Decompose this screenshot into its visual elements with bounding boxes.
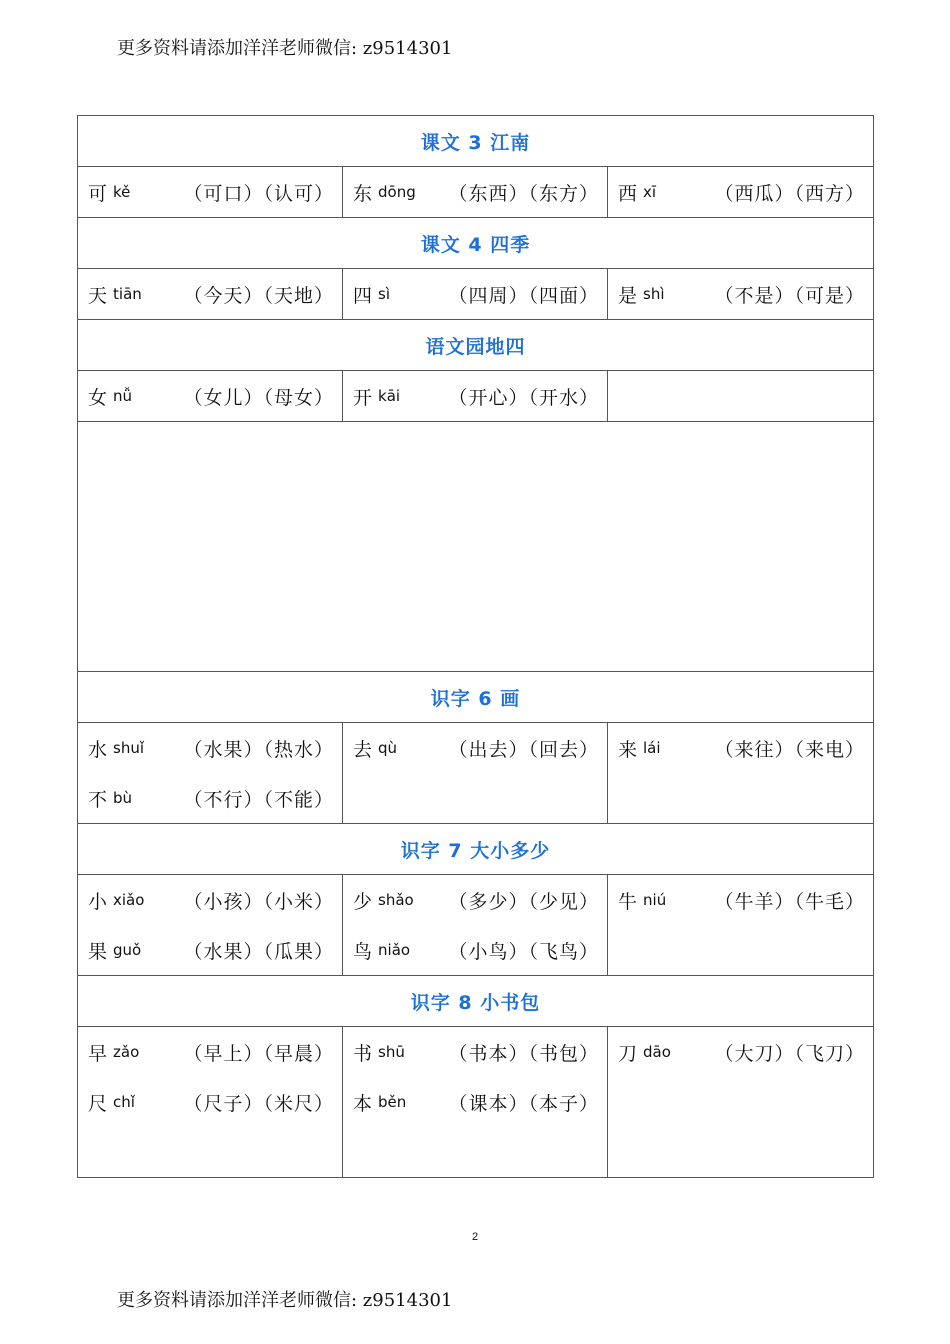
pinyin: nǚ xyxy=(113,387,133,405)
character: 是 xyxy=(618,284,638,307)
vocab-entry xyxy=(78,723,342,773)
section-title-row xyxy=(78,976,874,1027)
vocab-cell xyxy=(78,1027,343,1178)
character: 女 xyxy=(88,386,108,409)
footer-note: 更多资料请添加洋洋老师微信: z9514301 xyxy=(117,1290,453,1311)
section-title-row xyxy=(78,672,874,723)
vocab-entry xyxy=(343,1077,607,1127)
section-content-row xyxy=(78,875,874,976)
section-content-row xyxy=(78,167,874,218)
example-words: （书本）（书包） xyxy=(448,1042,599,1065)
example-words: （四周）（四面） xyxy=(448,284,599,307)
vocab-cell xyxy=(78,875,343,976)
pinyin: kāi xyxy=(378,387,401,405)
example-words: （开心）（开水） xyxy=(448,386,599,409)
character: 开 xyxy=(353,386,373,409)
section-title-row xyxy=(78,320,874,371)
character: 牛 xyxy=(618,890,638,913)
blank-cell xyxy=(78,422,874,672)
pinyin: xī xyxy=(643,183,657,201)
pinyin: lái xyxy=(643,739,661,757)
vocab-cell xyxy=(78,269,343,320)
example-words: （西瓜）（西方） xyxy=(714,182,866,205)
character: 可 xyxy=(88,182,108,205)
vocab-entry xyxy=(343,875,607,925)
pinyin: chǐ xyxy=(113,1093,135,1111)
vocab-cell xyxy=(78,723,343,824)
vocab-entry xyxy=(608,723,873,773)
section-content-row xyxy=(78,723,874,824)
vocab-cell xyxy=(608,269,874,320)
character: 小 xyxy=(88,890,108,913)
pinyin: dāo xyxy=(643,1043,671,1061)
character: 鸟 xyxy=(353,940,373,963)
vocab-cell xyxy=(78,371,343,422)
vocab-entry xyxy=(78,167,342,217)
vocab-cell xyxy=(608,371,874,422)
pinyin: dōng xyxy=(378,183,416,201)
character: 天 xyxy=(88,284,108,307)
vocab-cell xyxy=(608,1027,874,1178)
vocab-entry xyxy=(343,371,607,421)
blank-row xyxy=(78,422,874,672)
example-words: （出去）（回去） xyxy=(448,738,599,761)
character: 果 xyxy=(88,940,108,963)
pinyin: shǎo xyxy=(378,891,414,909)
vocab-cell xyxy=(343,875,608,976)
character: 少 xyxy=(353,890,373,913)
vocab-entry xyxy=(78,1027,342,1077)
vocab-entry xyxy=(343,1027,607,1077)
vocab-cell xyxy=(343,1027,608,1178)
section-title: 识字 8 小书包 xyxy=(78,976,874,1027)
section-title: 识字 6 画 xyxy=(78,672,874,723)
character: 尺 xyxy=(88,1092,108,1115)
pinyin: niǎo xyxy=(378,941,411,959)
vocab-entry xyxy=(608,167,873,217)
example-words: （来往）（来电） xyxy=(714,738,866,761)
character: 书 xyxy=(353,1042,373,1065)
vocab-entry xyxy=(343,723,607,773)
character: 本 xyxy=(353,1092,373,1115)
example-words: （女儿）（母女） xyxy=(183,386,334,409)
pinyin: niú xyxy=(643,891,667,909)
example-words: （小孩）（小米） xyxy=(183,890,334,913)
vocab-entry xyxy=(608,269,873,319)
example-words: （课本）（本子） xyxy=(448,1092,599,1115)
section-title: 课文 3 江南 xyxy=(78,116,874,167)
vocab-entry xyxy=(78,925,342,975)
pinyin: tiān xyxy=(113,285,142,303)
character: 东 xyxy=(353,182,373,205)
example-words: （大刀）（飞刀） xyxy=(714,1042,866,1065)
character: 刀 xyxy=(618,1042,638,1065)
example-words: （东西）（东方） xyxy=(448,182,599,205)
pinyin: shuǐ xyxy=(113,739,145,757)
character: 早 xyxy=(88,1042,108,1065)
section-title: 识字 7 大小多少 xyxy=(78,824,874,875)
example-words: （不是）（可是） xyxy=(714,284,866,307)
vocab-entry xyxy=(343,925,607,975)
character: 来 xyxy=(618,738,638,761)
pinyin: xiǎo xyxy=(113,891,145,909)
example-words: （不行）（不能） xyxy=(183,788,334,811)
character: 水 xyxy=(88,738,108,761)
vocab-entry xyxy=(78,371,342,421)
character: 去 xyxy=(353,738,373,761)
pinyin: bù xyxy=(113,789,133,807)
pinyin: guǒ xyxy=(113,941,142,959)
pinyin: shì xyxy=(643,285,665,303)
character: 不 xyxy=(88,788,108,811)
section-content-row xyxy=(78,371,874,422)
pinyin: zǎo xyxy=(113,1043,140,1061)
vocab-cell xyxy=(608,723,874,824)
example-words: （尺子）（米尺） xyxy=(183,1092,334,1115)
vocab-entry xyxy=(608,1027,873,1077)
example-words: （水果）（瓜果） xyxy=(183,940,334,963)
section-title-row xyxy=(78,116,874,167)
vocab-cell xyxy=(343,269,608,320)
example-words: （牛羊）（牛毛） xyxy=(714,890,866,913)
pinyin: shū xyxy=(378,1043,405,1061)
section-content-row xyxy=(78,269,874,320)
vocabulary-table xyxy=(77,115,874,1178)
header-note: 更多资料请添加洋洋老师微信: z9514301 xyxy=(117,38,453,59)
example-words: （多少）（少见） xyxy=(448,890,599,913)
pinyin: sì xyxy=(378,285,390,303)
section-title-row xyxy=(78,218,874,269)
character: 西 xyxy=(618,182,638,205)
example-words: （今天）（天地） xyxy=(183,284,334,307)
vocab-cell xyxy=(78,167,343,218)
vocab-entry xyxy=(78,875,342,925)
vocab-cell xyxy=(343,723,608,824)
vocab-entry xyxy=(608,875,873,925)
character: 四 xyxy=(353,284,373,307)
vocab-entry xyxy=(78,269,342,319)
section-title: 课文 4 四季 xyxy=(78,218,874,269)
vocab-cell xyxy=(343,371,608,422)
pinyin: qù xyxy=(378,739,398,757)
section-title-row xyxy=(78,824,874,875)
example-words: （小鸟）（飞鸟） xyxy=(448,940,599,963)
section-title: 语文园地四 xyxy=(78,320,874,371)
pinyin: kě xyxy=(113,183,131,201)
vocab-entry xyxy=(343,167,607,217)
page-number: 2 xyxy=(471,1231,479,1243)
vocab-entry xyxy=(78,773,342,823)
example-words: （早上）（早晨） xyxy=(183,1042,334,1065)
vocab-cell xyxy=(608,167,874,218)
vocab-entry xyxy=(343,269,607,319)
section-content-row xyxy=(78,1027,874,1178)
pinyin: běn xyxy=(378,1093,407,1111)
example-words: （可口）（认可） xyxy=(183,182,334,205)
vocab-cell xyxy=(608,875,874,976)
vocab-cell xyxy=(343,167,608,218)
vocab-entry xyxy=(78,1077,342,1127)
example-words: （水果）（热水） xyxy=(183,738,334,761)
